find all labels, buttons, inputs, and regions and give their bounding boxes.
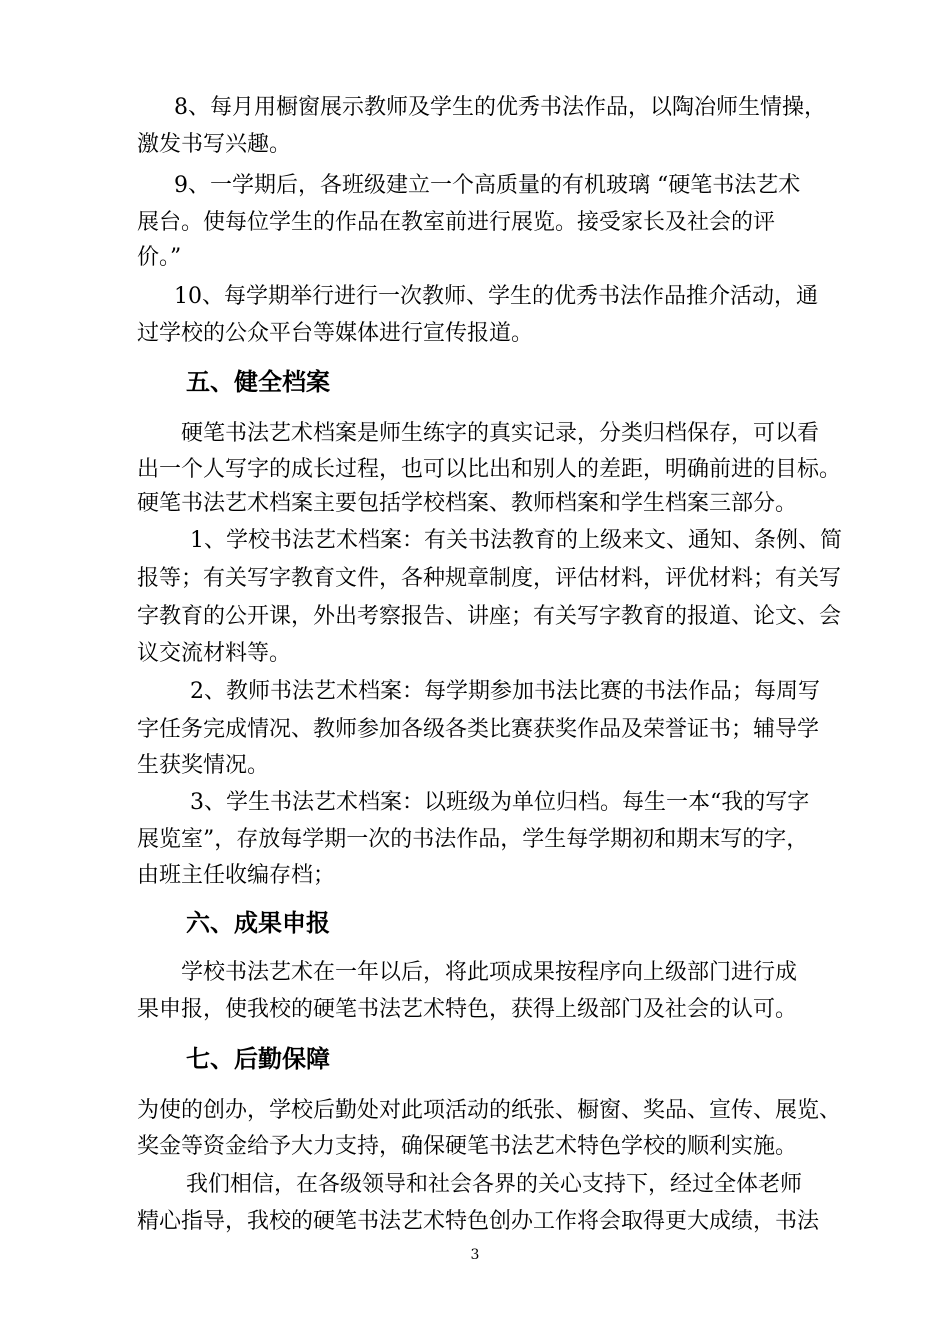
- section-6-line-1: 学校书法艺术在一年以后，将此项成果按程序向上级部门进行成: [181, 960, 798, 985]
- student-archive-line-3: 由班主任收编存档；: [137, 863, 336, 888]
- section-7-heading: 七、后勤保障: [186, 1045, 330, 1073]
- school-archive-line-4: 议交流材料等。: [137, 641, 292, 666]
- section-5-intro-line-3: 硬笔书法艺术档案主要包括学校档案、教师档案和学生档案三部分。: [137, 491, 798, 516]
- teacher-archive-line-2: 字任务完成情况、教师参加各级各类比赛获奖作品及荣誉证书；辅导学: [137, 717, 820, 742]
- student-archive-line-1: 3、学生书法艺术档案：以班级为单位归档。每生一本“我的写字: [190, 790, 810, 815]
- section-7-line-1: 为使的创办，学校后勤处对此项活动的纸张、橱窗、奖品、宣传、展览、: [137, 1098, 842, 1123]
- item-10-line-1: 10、每学期举行进行一次教师、学生的优秀书法作品推介活动，通: [174, 284, 818, 309]
- section-5-intro-line-2: 出一个人写字的成长过程，也可以比出和别人的差距，明确前进的目标。: [137, 457, 842, 482]
- item-8-line-1: 8、每月用橱窗展示教师及学生的优秀书法作品，以陶冶师生情操，: [174, 95, 826, 120]
- section-5-intro-line-1: 硬笔书法艺术档案是师生练字的真实记录，分类归档保存，可以看: [181, 421, 820, 446]
- school-archive-line-1: 1、学校书法艺术档案：有关书法教育的上级来文、通知、条例、简: [190, 528, 842, 553]
- section-6-heading: 六、成果申报: [186, 909, 330, 937]
- student-archive-line-2: 展览室”，存放每学期一次的书法作品，学生每学期初和期末写的字，: [137, 827, 809, 852]
- school-archive-line-3: 字教育的公开课，外出考察报告、讲座；有关写字教育的报道、论文、会: [137, 604, 842, 629]
- closing-line-2: 精心指导，我校的硬笔书法艺术特色创办工作将会取得更大成绩，书法: [137, 1209, 820, 1234]
- item-8-line-2: 激发书写兴趣。: [137, 132, 292, 157]
- school-archive-line-2: 报等；有关写字教育文件，各种规章制度，评估材料，评优材料；有关写: [137, 566, 842, 591]
- item-10-line-2: 过学校的公众平台等媒体进行宣传报道。: [137, 321, 534, 346]
- section-7-line-2: 奖金等资金给予大力支持，确保硬笔书法艺术特色学校的顺利实施。: [137, 1134, 798, 1159]
- section-6-line-2: 果申报，使我校的硬笔书法艺术特色，获得上级部门及社会的认可。: [137, 997, 798, 1022]
- teacher-archive-line-1: 2、教师书法艺术档案：每学期参加书法比赛的书法作品；每周写: [190, 679, 820, 704]
- section-5-heading: 五、健全档案: [186, 368, 330, 396]
- item-9-line-1: 9、一学期后，各班级建立一个高质量的有机玻璃 “硬笔书法艺术: [174, 173, 801, 198]
- item-9-line-2: 展台。使每位学生的作品在教室前进行展览。接受家长及社会的评: [137, 210, 776, 235]
- closing-line-1: 我们相信，在各级领导和社会各界的关心支持下，经过全体老师: [186, 1172, 803, 1197]
- teacher-archive-line-3: 生获奖情况。: [137, 753, 270, 778]
- page-number: 3: [470, 1247, 480, 1263]
- item-9-line-3: 价。”: [137, 245, 182, 270]
